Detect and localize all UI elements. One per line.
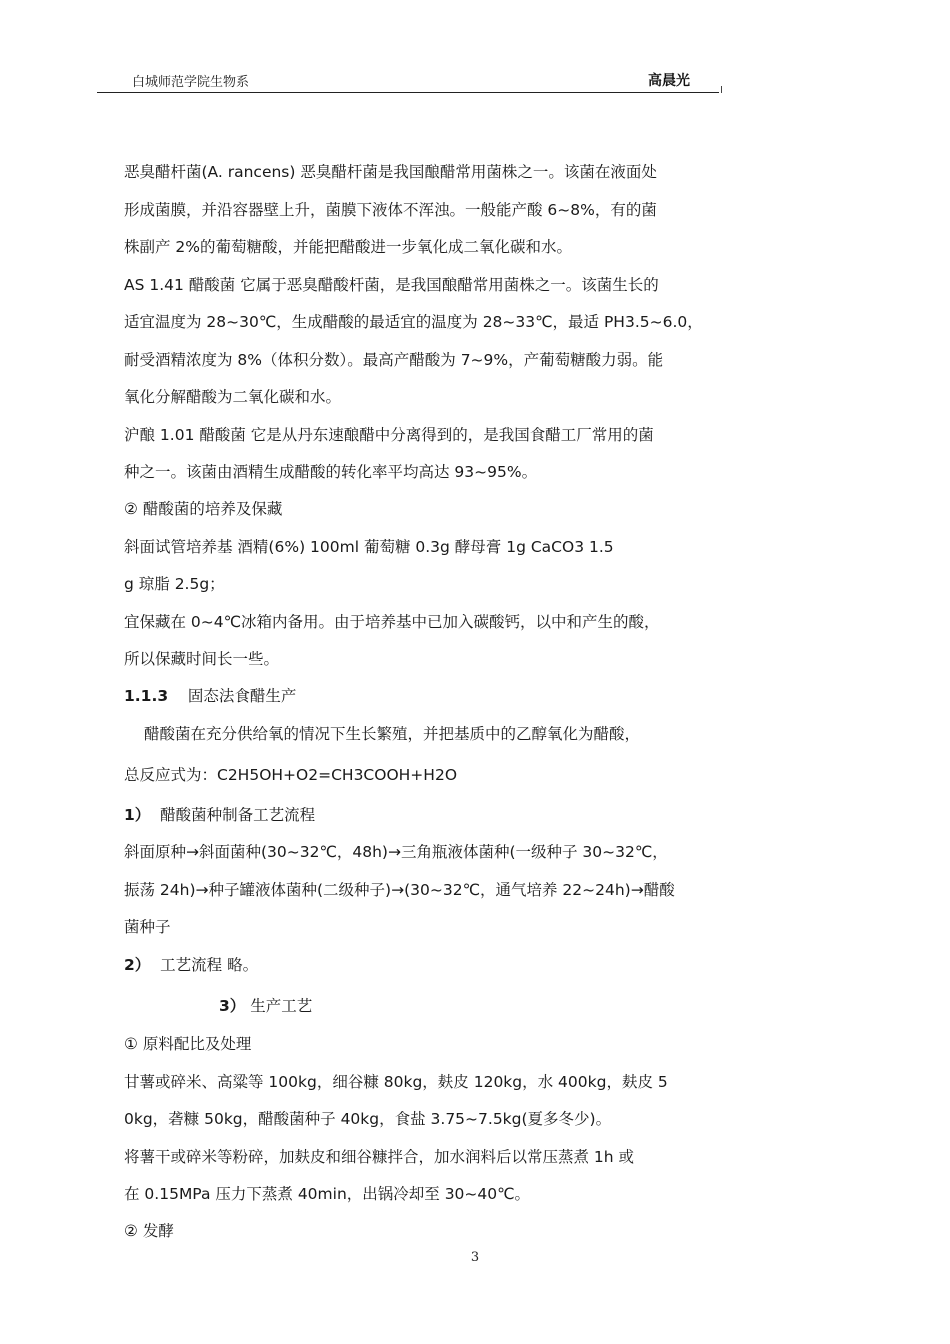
- body-line: 宜保藏在 0~4℃冰箱内备用。由于培养基中已加入碳酸钙，以中和产生的酸，: [124, 613, 660, 631]
- step-1-heading: [124, 805, 315, 825]
- body-line: 株副产 2%的葡萄糖酸，并能把醋酸进一步氧化成二氧化碳和水。: [124, 238, 573, 256]
- body-line: g 琼脂 2.5g；: [124, 575, 225, 593]
- body-line: 将薯干或碎米等粉碎，加麸皮和细谷糠拌合，加水润料后以常压蒸煮 1h 或: [124, 1148, 635, 1166]
- subheading-culture: ② 醋酸菌的培养及保藏: [124, 500, 283, 518]
- body-line: 氧化分解醋酸为二氧化碳和水。: [124, 388, 342, 406]
- body-line: AS 1.41 醋酸菌 它属于恶臭醋酸杆菌，是我国酿醋常用菌株之一。该菌生长的: [124, 276, 659, 294]
- header-divider: [97, 92, 719, 93]
- section-title: 固态法食醋生产: [187, 687, 297, 705]
- body-line: 所以保藏时间长一些。: [124, 650, 280, 668]
- step-3-number: 3）: [219, 997, 246, 1015]
- reaction-equation: 总反应式为：C2H5OH+O2=CH3COOH+H2O: [124, 766, 458, 784]
- body-line: 醋酸菌在充分供给氧的情况下生长繁殖，并把基质中的乙醇氧化为醋酸，: [144, 725, 641, 743]
- header-institution: 白城师范学院生物系: [132, 75, 250, 90]
- body-line: 0kg，砻糠 50kg，醋酸菌种子 40kg，食盐 3.75~7.5kg(夏多冬少)。: [124, 1110, 612, 1128]
- body-line: 适宜温度为 28~30℃，生成醋酸的最适宜的温度为 28~33℃，最适 PH3.5~6.0，: [124, 313, 703, 331]
- header-divider-tick: [721, 86, 722, 93]
- body-line: 沪酿 1.01 醋酸菌 它是从丹东速酿醋中分离得到的，是我国食醋工厂常用的菌: [124, 426, 654, 444]
- body-line: 甘薯或碎米、高粱等 100kg，细谷糠 80kg，麸皮 120kg，水 400kg，麸皮 5: [124, 1073, 668, 1091]
- body-line: 恶臭醋杆菌(A. rancens) 恶臭醋杆菌是我国酿醋常用菌株之一。该菌在液面处: [124, 163, 657, 181]
- subheading-materials: ① 原料配比及处理: [124, 1035, 252, 1053]
- section-heading: [124, 686, 296, 706]
- body-line: 形成菌膜，并沿容器壁上升，菌膜下液体不浑浊。一般能产酸 6~8%，有的菌: [124, 201, 657, 219]
- step-3-heading: [219, 996, 312, 1016]
- subheading-fermentation: ② 发酵: [124, 1222, 174, 1240]
- flow-line: 菌种子: [124, 918, 171, 936]
- body-line: 种之一。该菌由酒精生成醋酸的转化率平均高达 93~95%。: [124, 463, 538, 481]
- body-line: 在 0.15MPa 压力下蒸煮 40min，出锅冷却至 30~40℃。: [124, 1185, 531, 1203]
- page-number: 3: [470, 1250, 480, 1265]
- body-line: 斜面试管培养基 酒精(6%) 100ml 葡萄糖 0.3g 酵母膏 1g CaCO3 1.5: [124, 538, 614, 556]
- step-1-number: 1）: [124, 806, 151, 824]
- flow-line: 振荡 24h)→种子罐液体菌种(二级种子)→(30~32℃，通气培养 22~24h)→醋酸: [124, 881, 675, 899]
- body-line: 耐受酒精浓度为 8%（体积分数）。最高产醋酸为 7~9%，产葡萄糖酸力弱。能: [124, 351, 664, 369]
- step-3-title: 生产工艺: [250, 997, 313, 1015]
- step-2-number: 2）: [124, 956, 151, 974]
- section-number: 1.1.3: [124, 687, 169, 705]
- flow-line: 斜面原种→斜面菌种(30~32℃，48h)→三角瓶液体菌种(一级种子 30~32℃，: [124, 843, 668, 861]
- header-author: 高晨光: [648, 73, 690, 89]
- step-1-title: 醋酸菌种制备工艺流程: [160, 806, 316, 824]
- step-2-title: 工艺流程 略。: [160, 956, 259, 974]
- step-2-heading: [124, 955, 258, 975]
